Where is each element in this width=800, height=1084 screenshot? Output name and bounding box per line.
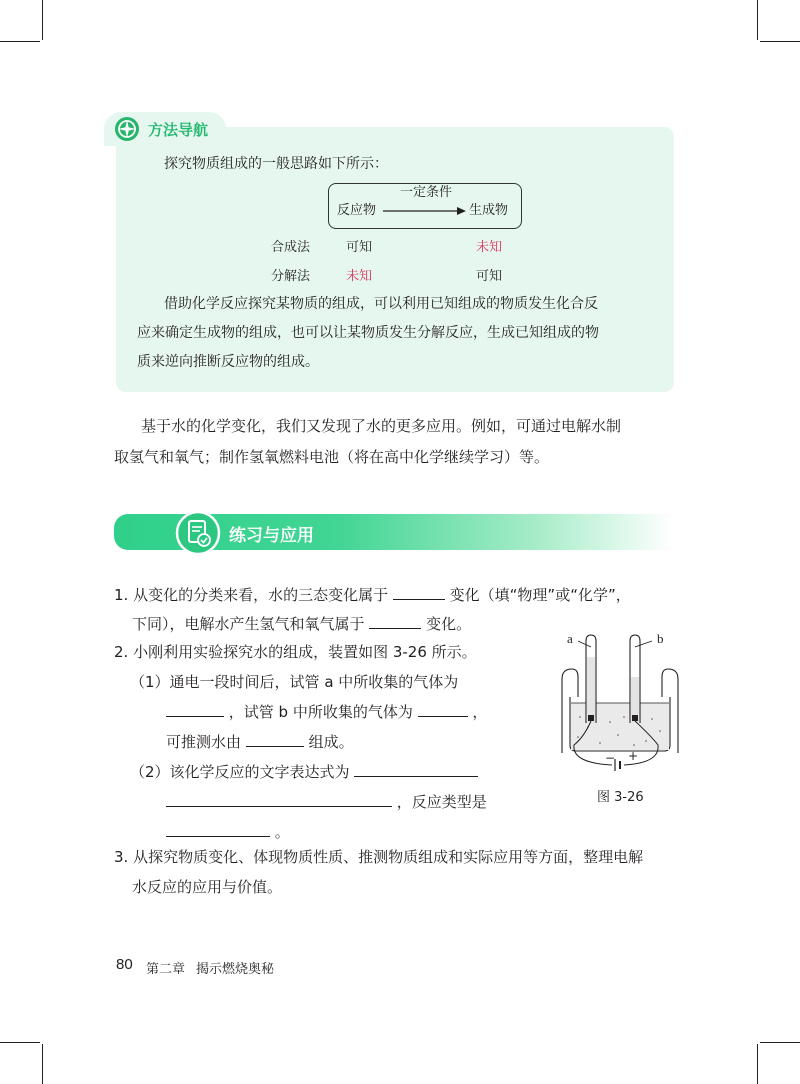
answer-blank[interactable] [166,790,392,807]
q2-text: ，试管 b 中所收集的气体为 [228,703,413,721]
crop-mark [757,0,758,40]
question-3-cont: 水反应的应用与价值。 [132,878,283,896]
flow-condition: 一定条件 [400,185,453,200]
decomposition-label: 分解法 [271,269,311,284]
q2-text: 组成。 [308,733,354,751]
question-2-1-end [166,727,354,758]
battery-plus: + [628,749,639,763]
arrow-icon [383,205,467,217]
method-paragraph-line: 借助化学反应探究某物质的组成，可以利用已知组成的物质发生化合反 [164,296,598,312]
answer-blank[interactable] [246,730,304,747]
exercise-title: 练习与应用 [229,526,314,546]
question-1 [114,580,631,611]
tube-a-label: a [567,631,573,646]
crop-mark [42,1044,43,1084]
compass-icon [114,116,140,142]
crop-mark [760,1042,800,1043]
q2-text: ， [472,703,488,721]
answer-blank[interactable] [354,760,478,777]
question-1-cont [132,609,471,640]
electrolysis-apparatus-figure [560,627,680,773]
answer-blank[interactable] [166,700,224,717]
chapter-title: 揭示燃烧奥秘 [196,962,275,977]
flow-reactant: 反应物 [337,203,377,218]
tube-b-label: b [657,631,664,646]
method-intro: 探究物质组成的一般思路如下所示： [164,156,388,172]
question-2: 2. 小刚利用实验探究水的组成，装置如图 3-26 所示。 [114,643,477,661]
crop-mark [0,41,40,42]
q1-text: 下同），电解水产生氢气和氧气属于 [132,615,365,633]
answer-blank[interactable] [166,820,270,837]
method-title: 方法导航 [148,121,209,139]
answer-blank[interactable] [369,612,421,629]
question-2-1: （1）通电一段时间后，试管 a 中所收集的气体为 [130,673,459,691]
crop-mark [0,1042,40,1043]
exercise-icon [175,510,221,556]
battery-minus: − [605,751,616,765]
figure-caption: 图 3-26 [597,790,644,805]
crop-mark [757,1044,758,1084]
answer-blank[interactable] [418,700,468,717]
crop-mark [42,0,43,40]
q2-text: ，反应类型是 [396,793,487,811]
q1-text: 变化。 [426,615,472,633]
decomposition-reactant: 未知 [346,269,373,284]
flow-product: 生成物 [469,203,509,218]
decomposition-product: 可知 [476,269,503,284]
q1-text: 变化（填“物理”或“化学”， [449,586,631,604]
chapter-label: 第二章 [146,962,186,977]
method-paragraph-line: 应来确定生成物的组成，也可以让某物质发生分解反应，生成已知组成的物 [137,325,599,341]
method-paragraph-line: 质来逆向推断反应物的组成。 [137,354,319,370]
body-line: 基于水的化学变化，我们又发现了水的更多应用。例如，可通过电解水制 [141,417,622,435]
question-3: 3. 从探究物质变化、体现物质性质、推测物质组成和实际应用等方面，整理电解 [114,848,644,866]
q2-text: 。 [274,823,290,841]
question-2-2 [130,757,478,788]
synthesis-product: 未知 [476,240,503,255]
question-2-2-cont [166,787,487,818]
page-number: 80 [116,956,133,973]
question-2-1-cont [166,697,487,728]
q2-text: （2）该化学反应的文字表达式为 [130,763,350,781]
answer-blank[interactable] [393,583,445,600]
synthesis-label: 合成法 [271,240,311,255]
q1-text: 1. 从变化的分类来看，水的三态变化属于 [114,586,389,604]
q2-text: 可推测水由 [166,733,242,751]
body-line: 取氢气和氧气；制作氢氧燃料电池（将在高中化学继续学习）等。 [114,448,550,466]
crop-mark [760,41,800,42]
synthesis-reactant: 可知 [346,240,373,255]
